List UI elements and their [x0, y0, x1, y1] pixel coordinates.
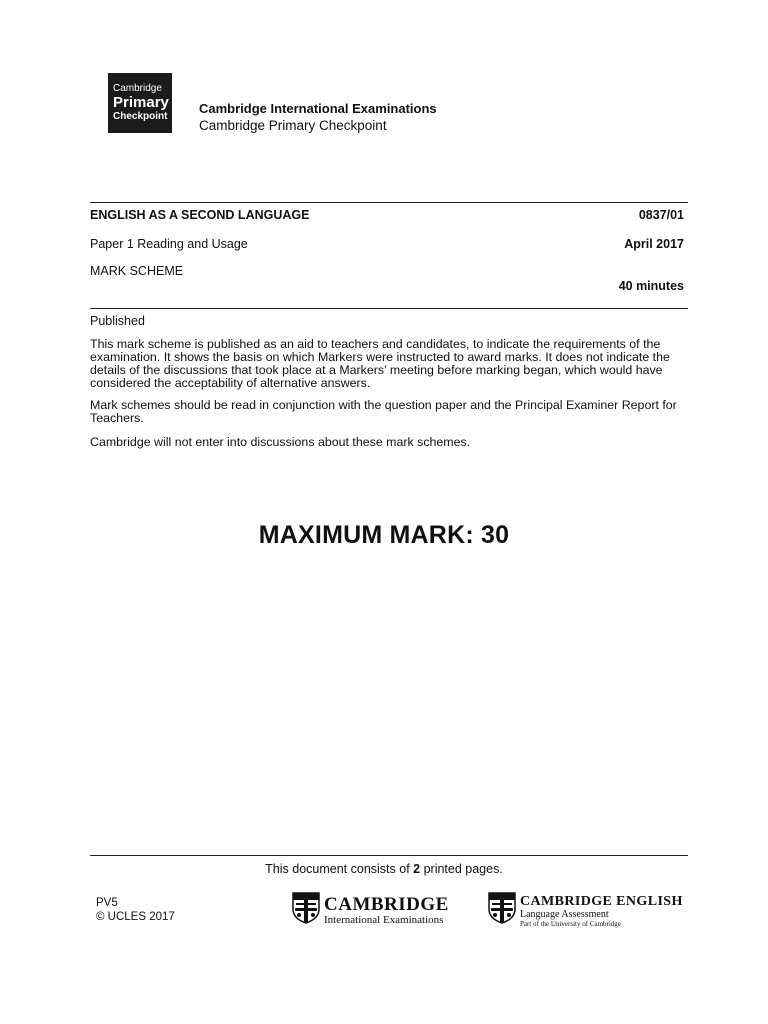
page-count-number: 2: [413, 862, 421, 876]
doc-type: MARK SCHEME: [90, 264, 184, 278]
cambridge-english-logo: [488, 892, 683, 929]
logo-line-3: Checkpoint: [113, 111, 168, 122]
logo-line-1: Cambridge: [113, 83, 162, 94]
paper-code: 0837/01: [638, 208, 684, 222]
paper-title: Paper 1 Reading and Usage: [90, 237, 248, 251]
cie-logo-title: CAMBRIDGE: [324, 893, 449, 915]
paragraph-discussions: Cambridge will not enter into discussions about these mark schemes.: [90, 435, 471, 449]
cie-logo-subtitle: International Examinations: [324, 913, 444, 926]
cambridge-primary-checkpoint-logo: [108, 73, 172, 133]
ce-logo-title: CAMBRIDGE ENGLISH: [520, 893, 683, 909]
maximum-mark: MAXIMUM MARK: 30: [258, 521, 510, 549]
page-count-suffix: printed pages.: [420, 862, 503, 876]
duration: 40 minutes: [618, 279, 684, 293]
cambridge-international-examinations-logo: [292, 892, 449, 929]
ce-logo-text: [520, 894, 683, 928]
divider-top: [90, 202, 688, 203]
pv-code: PV5: [96, 897, 118, 909]
page-count-prefix: This document consists of: [265, 862, 414, 876]
paragraph-conjunction: Mark schemes should be read in conjunction with the question paper and the Principal Examiner Report for Teachers.: [90, 398, 677, 425]
divider-middle: [90, 308, 688, 309]
ce-logo-tagline: Part of the University of Cambridge: [520, 919, 621, 928]
page-count-note: [0, 862, 768, 876]
paragraph-purpose: This mark scheme is published as an aid to teachers and candidates, to indicate the requirements of the examination. It shows the basis on which Markers were instructed to award marks. It does not indicate the details of the discussions that took place at a Markers’ meeting before marking began, which would have considered the acceptability of alternative answers.: [90, 337, 670, 390]
ce-logo-subtitle: Language Assessment: [520, 908, 609, 920]
cambridge-crest-icon: [292, 892, 320, 929]
logo-line-2: Primary: [113, 94, 169, 111]
copyright: © UCLES 2017: [96, 911, 175, 923]
exam-date: April 2017: [624, 237, 684, 251]
cie-logo-text: [324, 893, 449, 926]
cambridge-crest-icon: [488, 892, 516, 929]
org-name: Cambridge International Examinations: [199, 101, 437, 116]
org-subtitle: Cambridge Primary Checkpoint: [199, 118, 387, 133]
divider-footer: [90, 855, 688, 856]
status-label: Published: [90, 314, 145, 328]
subject-title: ENGLISH AS A SECOND LANGUAGE: [90, 208, 310, 222]
print-info: [96, 896, 175, 924]
